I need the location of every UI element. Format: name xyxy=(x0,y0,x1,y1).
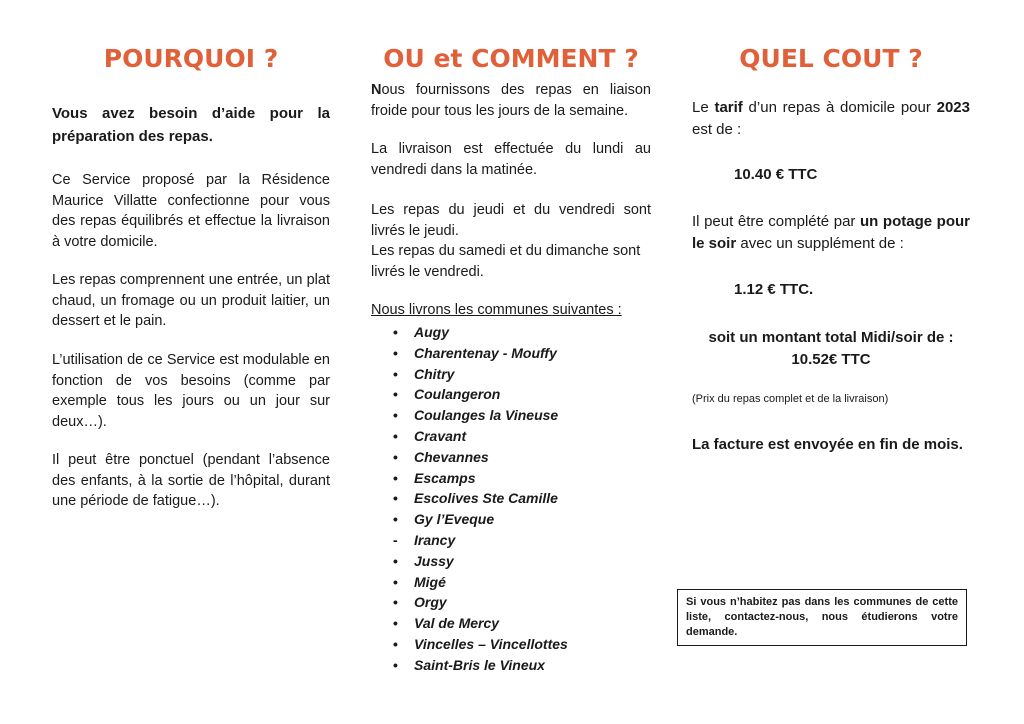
title-ou-comment: OU et COMMENT ? xyxy=(383,44,639,73)
bullet-marker: • xyxy=(393,365,398,382)
tarif-word: tarif xyxy=(714,99,743,116)
commune-name: Cravant xyxy=(414,427,467,444)
jours-line-1: Les repas du jeudi et du vendredi sont livrés le jeudi. xyxy=(371,202,651,239)
bullet-marker: • xyxy=(393,656,398,673)
tarif-year: 2023 xyxy=(936,99,970,116)
commune-name: Augy xyxy=(414,324,449,340)
commune-item xyxy=(391,364,568,385)
intro-text: Vous avez besoin d’aide pour la préparation des repas. xyxy=(52,105,330,145)
communes-list xyxy=(391,322,568,676)
price-potage: 1.12 € TTC. xyxy=(734,281,814,298)
bullet-marker: - xyxy=(393,531,398,548)
tarif-le: Le xyxy=(692,99,715,116)
column-quel-cout xyxy=(686,0,970,724)
bullet-marker: • xyxy=(393,324,398,340)
paragraph-livraison: La livraison est effectuée du lundi au vendredi dans la matinée. xyxy=(371,141,651,178)
bullet-marker: • xyxy=(393,573,398,590)
commune-item xyxy=(391,530,568,551)
commune-name: Chitry xyxy=(414,365,455,382)
paragraph-ponctuel: Il peut être ponctuel (pendant l’absence des enfants, à la sortie de l’hôpital, durant une période de fatigue…). xyxy=(52,452,330,509)
commune-item xyxy=(391,613,568,634)
paragraph-modulable: L’utilisation de ce Service est modulable en fonction de vos besoins (comme par exemple tous les jours ou un jour sur deux…). xyxy=(52,352,330,430)
commune-item xyxy=(391,488,568,509)
potage-paragraph xyxy=(692,211,970,255)
commune-name: Migé xyxy=(414,573,446,590)
commune-name: Coulanges la Vineuse xyxy=(414,407,559,424)
drop-initial: N xyxy=(371,82,382,98)
paragraph-repas: Les repas comprennent une entrée, un plat chaud, un fromage ou un produit laitier, un dessert et le pain. xyxy=(52,272,330,329)
commune-item xyxy=(391,447,568,468)
price-note: (Prix du repas complet et de la livraison) xyxy=(692,393,889,405)
commune-name: Jussy xyxy=(414,552,454,569)
commune-name: Irancy xyxy=(414,531,456,548)
commune-item xyxy=(391,405,568,426)
potage-end: avec un supplément de : xyxy=(736,235,904,252)
commune-item xyxy=(391,592,568,613)
commune-item xyxy=(391,426,568,447)
bullet-marker: • xyxy=(393,469,398,486)
commune-item xyxy=(391,509,568,530)
commune-item xyxy=(391,572,568,593)
commune-name: Vincelles – Vincellottes xyxy=(414,635,568,652)
potage-bold: un potage pour le soir xyxy=(692,213,970,252)
commune-item xyxy=(391,343,568,364)
bullet-marker: • xyxy=(393,552,398,569)
tarif-paragraph xyxy=(692,97,970,141)
bullet-marker: • xyxy=(393,344,398,361)
commune-name: Gy l’Eveque xyxy=(414,511,495,528)
bullet-marker: • xyxy=(393,594,398,611)
bullet-marker: • xyxy=(393,386,398,403)
jours-line-2: Les repas du samedi et du dimanche sont livrés le vendredi. xyxy=(371,243,641,280)
title-pourquoi: POURQUOI ? xyxy=(103,44,279,73)
commune-name: Charentenay - Mouffy xyxy=(414,344,557,361)
potage-start: Il peut être complété par xyxy=(692,213,860,230)
commune-item xyxy=(391,634,568,655)
paragraph-liaison xyxy=(371,80,651,121)
bullet-marker: • xyxy=(393,427,398,444)
commune-name: Escamps xyxy=(414,469,476,486)
title-quel-cout: QUEL COUT ? xyxy=(739,44,923,73)
commune-name: Saint-Bris le Vineux xyxy=(414,656,545,673)
tarif-end: est de : xyxy=(692,121,742,138)
total-line-1: soit un montant total Midi/soir de : xyxy=(708,329,954,346)
commune-item xyxy=(391,384,568,405)
price-repas: 10.40 € TTC xyxy=(734,166,818,183)
total-amount xyxy=(692,327,970,371)
bullet-marker: • xyxy=(393,615,398,632)
commune-name: Val de Mercy xyxy=(414,615,500,632)
paragraph-jours xyxy=(371,200,651,282)
communes-heading: Nous livrons les communes suivantes : xyxy=(371,302,622,318)
bullet-marker: • xyxy=(393,448,398,465)
paragraph-liaison-rest: ous fournissons des repas en liaison froide pour tous les jours de la semaine. xyxy=(371,82,651,119)
commune-name: Escolives Ste Camille xyxy=(414,490,558,507)
commune-item xyxy=(391,655,568,676)
column-pourquoi xyxy=(52,0,330,724)
bullet-marker: • xyxy=(393,511,398,528)
bullet-marker: • xyxy=(393,635,398,652)
facture-text: La facture est envoyée en fin de mois. xyxy=(692,436,963,453)
total-line-2: 10.52€ TTC xyxy=(791,351,871,368)
commune-item xyxy=(391,322,568,343)
commune-name: Coulangeron xyxy=(414,386,501,403)
commune-item xyxy=(391,468,568,489)
commune-name: Orgy xyxy=(414,594,447,611)
column-ou-comment xyxy=(371,0,651,724)
commune-name: Chevannes xyxy=(414,448,489,465)
bullet-marker: • xyxy=(393,490,398,507)
bullet-marker: • xyxy=(393,407,398,424)
commune-item xyxy=(391,551,568,572)
paragraph-service: Ce Service proposé par la Résidence Maurice Villatte confectionne pour vous des repas équilibrés et effectue la livraison à votre domicile. xyxy=(52,172,330,250)
tarif-mid: d’un repas à domicile pour xyxy=(742,99,937,116)
contact-notice-box: Si vous n’habitez pas dans les communes de cette liste, contactez-nous, nous étudierons votre demande. xyxy=(677,589,967,646)
